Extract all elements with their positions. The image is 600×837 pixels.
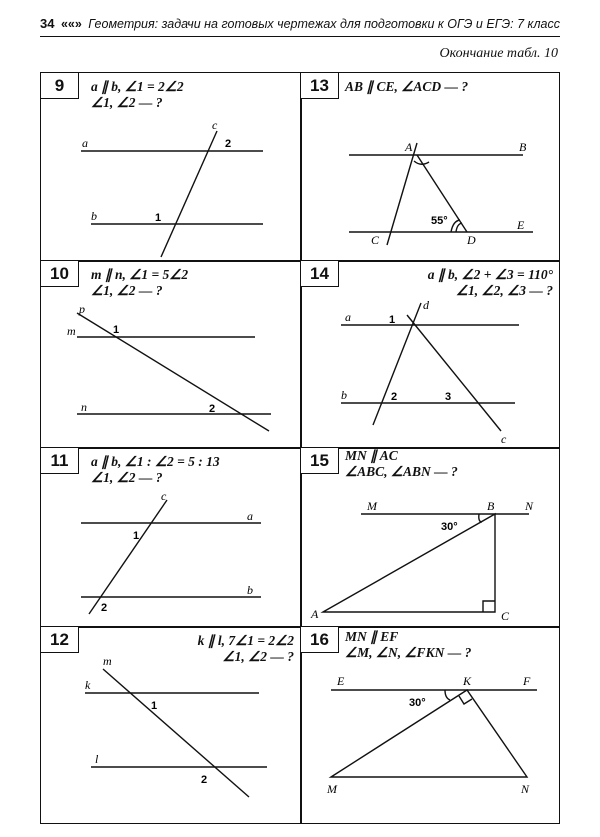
label-A: A <box>405 140 413 154</box>
header-mark: ««» <box>60 17 82 31</box>
angle-1-label: 1 <box>151 700 158 712</box>
problem-13-drawing <box>301 73 561 260</box>
problem-condition: m ∥ n, ∠1 = 5∠2 ∠1, ∠2 — ? <box>91 267 189 298</box>
angle-value: 55° <box>431 215 448 227</box>
problem-condition: a ∥ b, ∠1 : ∠2 = 5 : 13 ∠1, ∠2 — ? <box>91 454 220 485</box>
label-b: b <box>91 209 97 223</box>
page-header <box>40 16 560 38</box>
problem-number: 13 <box>301 73 339 99</box>
problem-12-drawing <box>41 627 300 825</box>
problem-16-drawing <box>301 627 561 825</box>
label-c: c <box>161 489 167 503</box>
label-A: A <box>311 607 319 621</box>
problem-number: 11 <box>41 448 79 474</box>
label-N: N <box>525 499 534 513</box>
label-n: n <box>81 400 87 414</box>
problem-16 <box>301 627 561 825</box>
angle-1-label: 1 <box>389 314 396 326</box>
angle-2-label: 2 <box>201 774 208 786</box>
problem-condition: k ∥ l, 7∠1 = 2∠2 ∠1, ∠2 — ? <box>197 633 294 664</box>
table-caption: Окончание табл. 10 <box>439 46 558 61</box>
angle-2-label: 2 <box>391 391 398 403</box>
angle-value: 30° <box>409 697 426 709</box>
angle-3-label: 3 <box>445 391 452 403</box>
book-title: Геометрия: задачи на готовых чертежах для подготовки к ОГЭ и ЕГЭ: 7 класс <box>88 17 560 31</box>
label-b: b <box>341 388 347 402</box>
problem-condition: AB ∥ CE, ∠ACD — ? <box>345 79 469 94</box>
label-c: c <box>501 432 507 446</box>
label-p: p <box>79 302 85 316</box>
problem-10-drawing <box>41 261 300 447</box>
label-B: B <box>487 499 495 513</box>
label-C: C <box>371 233 380 247</box>
problem-12 <box>41 627 300 825</box>
label-l: l <box>95 752 99 766</box>
angle-1-label: 2 <box>225 138 232 150</box>
problem-10 <box>41 261 300 447</box>
problem-9 <box>41 73 300 260</box>
label-M: M <box>367 499 377 513</box>
label-E: E <box>337 674 345 688</box>
problem-14 <box>301 261 561 447</box>
label-C: C <box>501 609 510 623</box>
problem-11 <box>41 448 300 626</box>
label-m: m <box>103 654 112 668</box>
page-number: 34 <box>40 16 55 31</box>
problem-11-drawing <box>41 448 300 626</box>
problem-14-drawing <box>301 261 561 447</box>
problem-number: 10 <box>41 261 79 287</box>
label-a: a <box>247 509 253 523</box>
label-M: M <box>327 782 337 796</box>
problem-number: 9 <box>41 73 79 99</box>
angle-1-label: 1 <box>133 530 140 542</box>
problem-13 <box>301 73 561 260</box>
label-D: D <box>467 233 476 247</box>
angle-2-label: 1 <box>155 212 162 224</box>
problem-15 <box>301 448 561 626</box>
angle-value: 30° <box>441 521 458 533</box>
label-a: a <box>82 136 88 150</box>
problem-15-drawing <box>301 448 561 626</box>
label-E: E <box>517 218 525 232</box>
angle-1-label: 1 <box>113 324 120 336</box>
problem-number: 15 <box>301 448 339 474</box>
problem-condition: a ∥ b, ∠2 + ∠3 = 110° ∠1, ∠2, ∠3 — ? <box>427 267 553 298</box>
label-a: a <box>345 310 351 324</box>
angle-2-label: 2 <box>101 602 108 614</box>
problem-grid <box>40 72 560 824</box>
label-B: B <box>519 140 527 154</box>
label-m: m <box>67 324 76 338</box>
label-d: d <box>423 298 429 312</box>
problem-number: 16 <box>301 627 339 653</box>
label-b: b <box>247 583 253 597</box>
label-K: K <box>463 674 472 688</box>
label-N: N <box>521 782 530 796</box>
header-rule <box>40 36 560 37</box>
problem-number: 12 <box>41 627 79 653</box>
problem-condition: a ∥ b, ∠1 = 2∠2 ∠1, ∠2 — ? <box>91 79 184 110</box>
label-F: F <box>523 674 531 688</box>
problem-number: 14 <box>301 261 339 287</box>
problem-condition: MN ∥ AC ∠ABC, ∠ABN — ? <box>345 448 458 479</box>
problem-9-drawing <box>41 73 300 260</box>
problem-condition: MN ∥ EF ∠M, ∠N, ∠FKN — ? <box>345 629 472 660</box>
label-k: k <box>85 678 91 692</box>
angle-2-label: 2 <box>209 403 216 415</box>
label-c: c <box>212 118 218 132</box>
